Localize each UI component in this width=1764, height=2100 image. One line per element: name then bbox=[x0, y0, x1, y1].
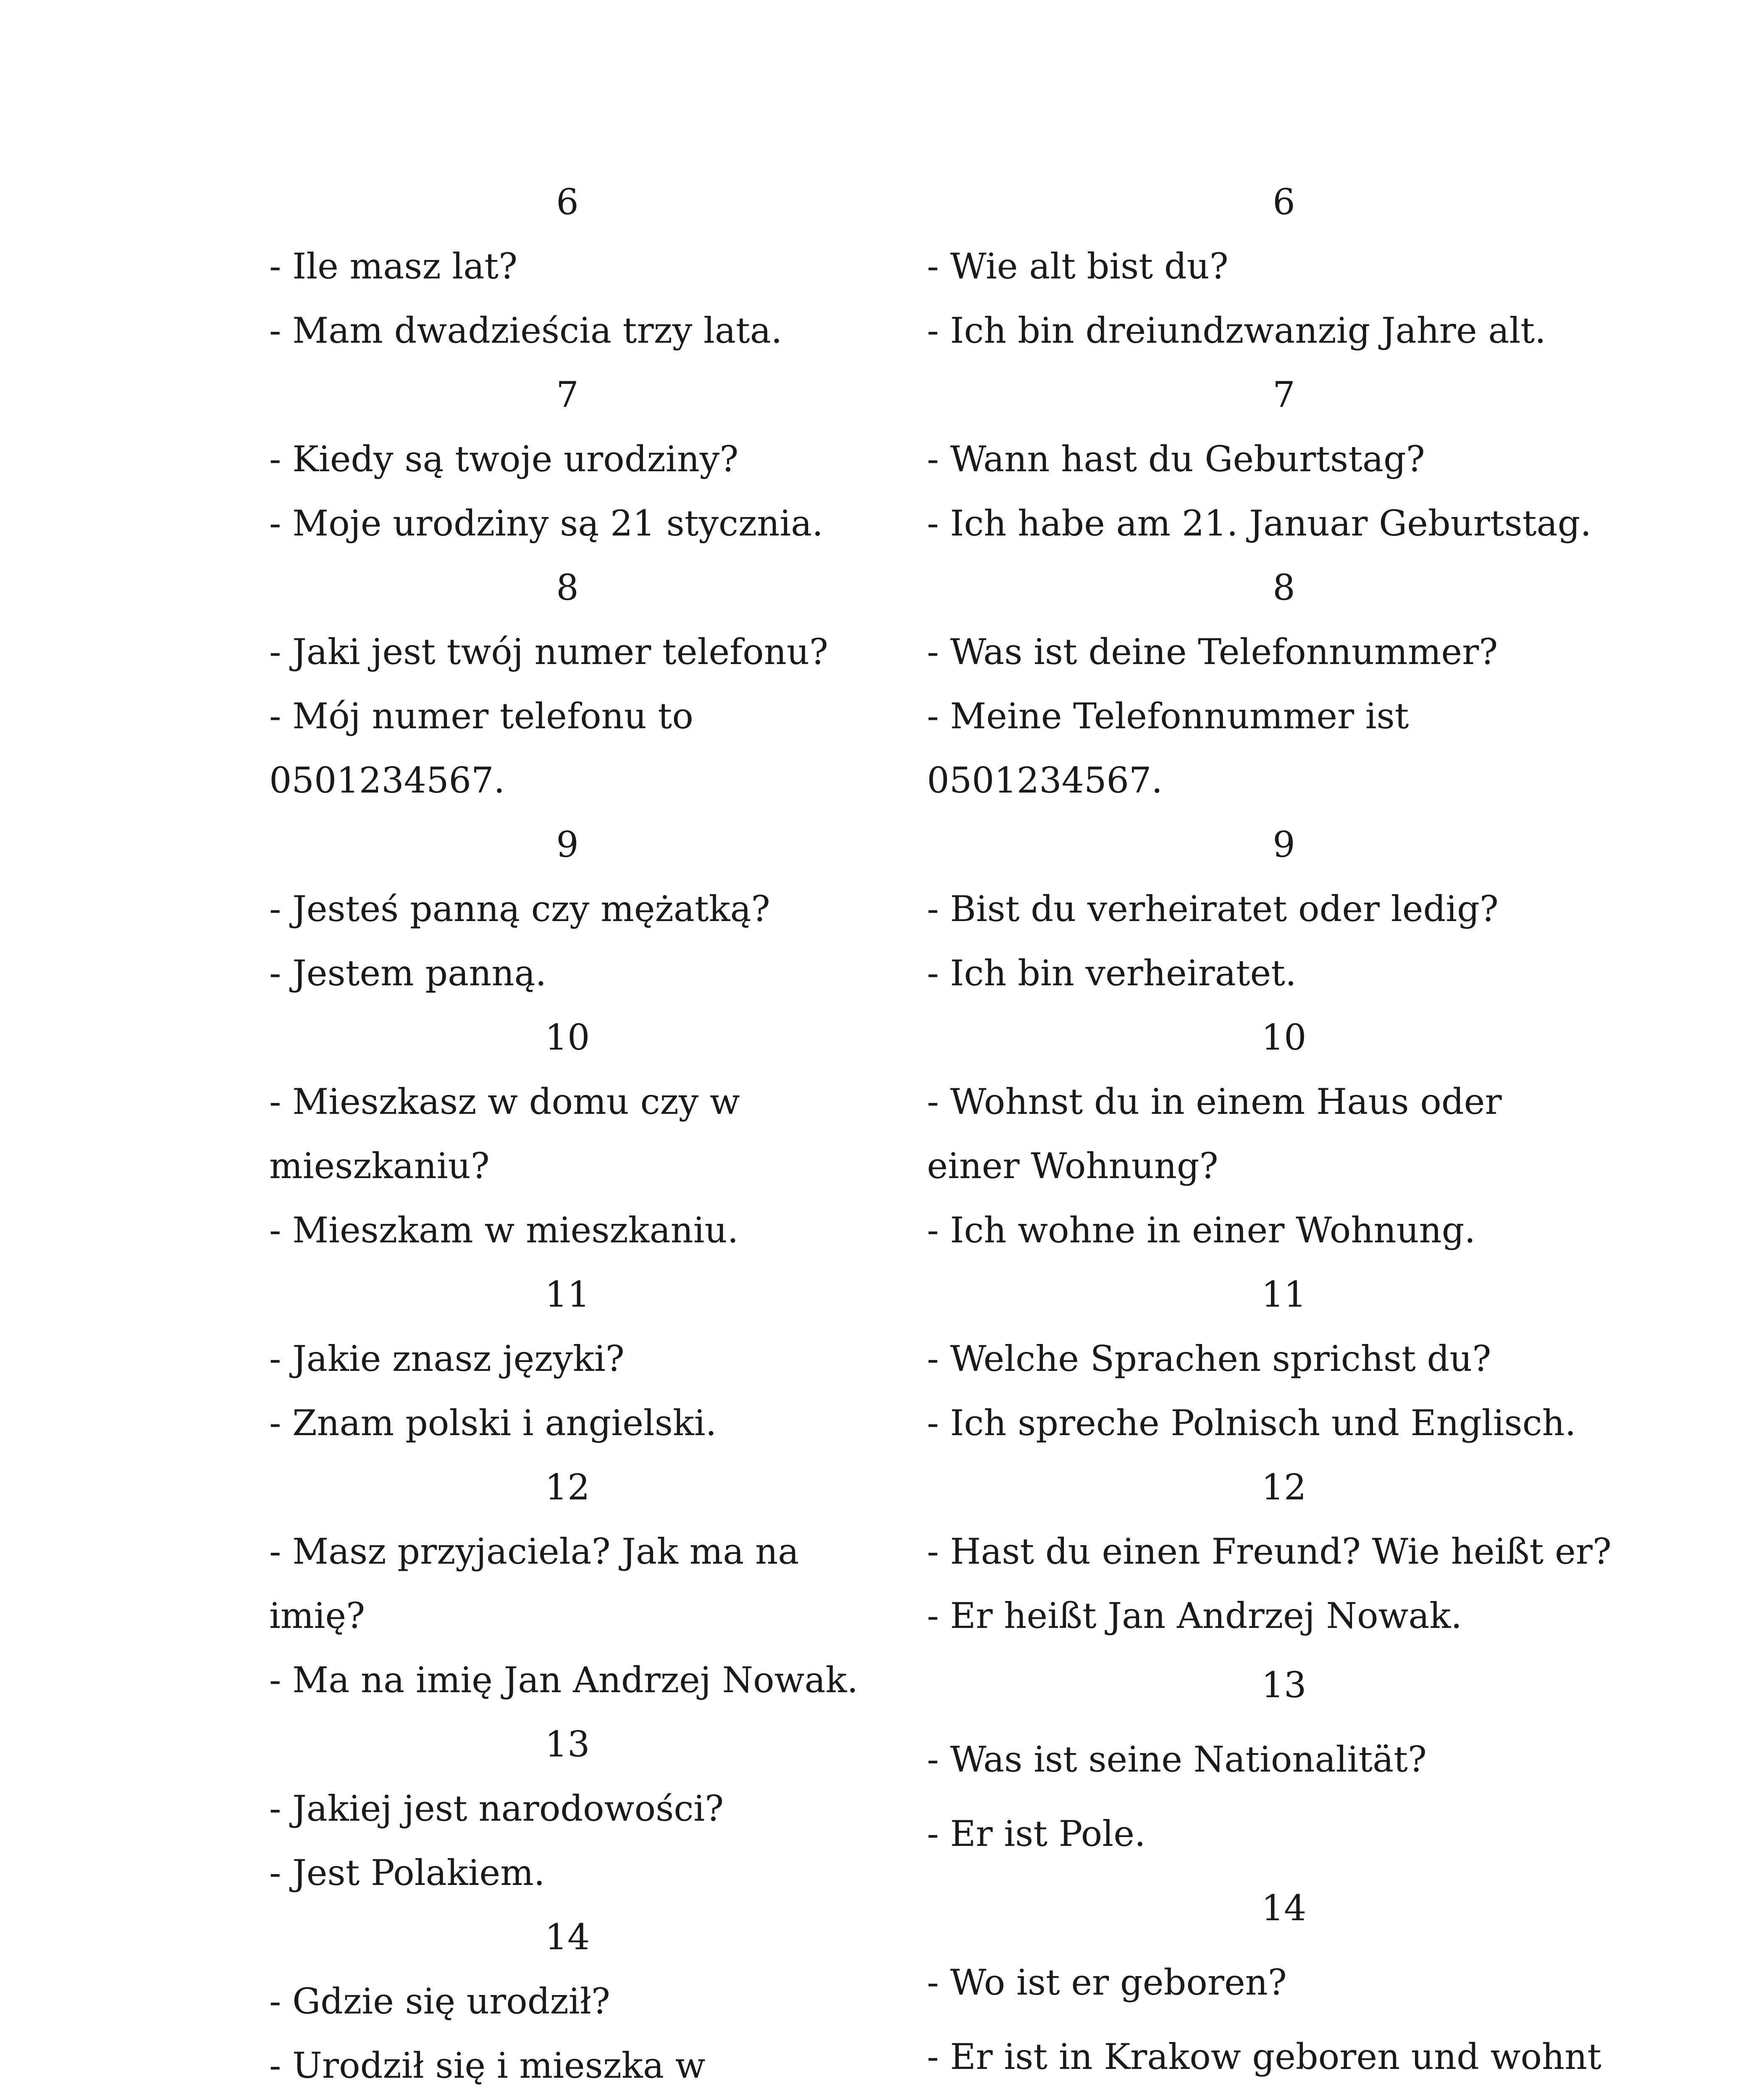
dialogue-block-11 bbox=[927, 1263, 1641, 1455]
dialogue-block-13 bbox=[269, 1712, 866, 1905]
dialogue-line: - Was ist seine Nationalität? bbox=[927, 1739, 1427, 1780]
dialogue-block-8 bbox=[927, 556, 1641, 813]
dialogue-line: - Jakie znasz języki? bbox=[269, 1338, 625, 1379]
dialogue-number: 13 bbox=[545, 1724, 590, 1765]
dialogue-block-7 bbox=[927, 363, 1641, 556]
dialogue-line: - Wann hast du Geburtstag? bbox=[927, 438, 1425, 480]
dialogue-number: 11 bbox=[1261, 1274, 1307, 1315]
dialogue-line: 0501234567. bbox=[269, 760, 505, 801]
dialogue-line: - Ich habe am 21. Januar Geburtstag. bbox=[927, 503, 1592, 544]
dialogue-line: - Jaki jest twój numer telefonu? bbox=[269, 631, 828, 672]
dialogue-block-9 bbox=[269, 813, 866, 1005]
dialogue-line: - Jakiej jest narodowości? bbox=[269, 1788, 724, 1829]
dialogue-line: - Jest Polakiem. bbox=[269, 1852, 545, 1893]
dialogue-line: - Jesteś panną czy mężatką? bbox=[269, 888, 770, 929]
dialogue-block-7 bbox=[269, 363, 866, 556]
dialogue-line: - Wo ist er geboren? bbox=[927, 1962, 1287, 2003]
dialogue-line: mieszkaniu? bbox=[269, 1145, 490, 1186]
dialogue-line: - Wohnst du in einem Haus oder bbox=[927, 1081, 1502, 1122]
dialogue-block-6 bbox=[269, 170, 866, 363]
dialogue-line: - Bist du verheiratet oder ledig? bbox=[927, 888, 1499, 929]
dialogue-number: 8 bbox=[556, 567, 579, 608]
dialogue-block-9 bbox=[927, 813, 1641, 1005]
dialogue-number: 9 bbox=[556, 824, 579, 865]
dialogue-line: - Ich bin verheiratet. bbox=[927, 953, 1297, 994]
dialogue-number: 10 bbox=[1261, 1017, 1307, 1058]
dialogue-block-12 bbox=[269, 1455, 866, 1712]
dialogue-line: - Urodził się i mieszka w bbox=[269, 2045, 706, 2086]
dialogue-number: 14 bbox=[545, 1916, 590, 1958]
dialogue-line: - Jestem panną. bbox=[269, 953, 547, 994]
dialogue-number: 12 bbox=[1261, 1467, 1307, 1508]
dialogue-block-14 bbox=[269, 1905, 866, 2100]
dialogue-block-12 bbox=[927, 1455, 1641, 1648]
dialogue-line: - Kiedy są twoje urodziny? bbox=[269, 438, 739, 480]
dialogue-number: 14 bbox=[1261, 1887, 1307, 1929]
dialogue-number: 6 bbox=[1273, 181, 1295, 223]
polish-column bbox=[269, 170, 866, 2100]
dialogue-line bbox=[927, 2094, 1641, 2100]
dialogue-number: 6 bbox=[556, 181, 579, 223]
dialogue-line bbox=[269, 2098, 866, 2100]
dialogue-line: - Meine Telefonnummer ist bbox=[927, 696, 1409, 737]
dialogue-line: - Hast du einen Freund? Wie heißt er? bbox=[927, 1531, 1612, 1572]
dialogue-number: 8 bbox=[1273, 567, 1295, 608]
dialogue-line: - Znam polski i angielski. bbox=[269, 1402, 717, 1444]
dialogue-block-11 bbox=[269, 1263, 866, 1455]
dialogue-block-14 bbox=[927, 1871, 1641, 2100]
german-column bbox=[927, 170, 1641, 2100]
dialogue-line: - Ich bin dreiundzwanzig Jahre alt. bbox=[927, 310, 1546, 351]
dialogue-line: - Ile masz lat? bbox=[269, 246, 518, 287]
dialogue-block-8 bbox=[269, 556, 866, 813]
dialogue-line: - Ich wohne in einer Wohnung. bbox=[927, 1210, 1476, 1251]
dialogue-line: - Er heißt Jan Andrzej Nowak. bbox=[927, 1595, 1462, 1636]
dialogue-line: - Er ist Pole. bbox=[927, 1813, 1146, 1854]
dialogue-number: 11 bbox=[545, 1274, 590, 1315]
dialogue-line: - Gdzie się urodził? bbox=[269, 1981, 610, 2022]
dialogue-line: - Mam dwadzieścia trzy lata. bbox=[269, 310, 782, 351]
dialogue-number: 10 bbox=[545, 1017, 590, 1058]
dialogue-line: - Moje urodziny są 21 stycznia. bbox=[269, 503, 823, 544]
dialogue-line: - Mieszkasz w domu czy w bbox=[269, 1081, 740, 1122]
dialogue-block-6 bbox=[927, 170, 1641, 363]
dialogue-line: 0501234567. bbox=[927, 760, 1163, 801]
dialogue-line: - Masz przyjaciela? Jak ma na bbox=[269, 1531, 799, 1572]
dialogue-number: 7 bbox=[1273, 374, 1295, 415]
dialogue-line: imię? bbox=[269, 1595, 365, 1636]
dialogue-block-10 bbox=[269, 1005, 866, 1263]
dialogue-line: - Er ist in Krakow geboren und wohnt bbox=[927, 2036, 1602, 2077]
dialogue-line: - Wie alt bist du? bbox=[927, 246, 1228, 287]
dialogue-line: - Ich spreche Polnisch und Englisch. bbox=[927, 1402, 1576, 1444]
dialogue-line: - Welche Sprachen sprichst du? bbox=[927, 1338, 1491, 1379]
dialogue-number: 12 bbox=[545, 1467, 590, 1508]
dialogue-number: 7 bbox=[556, 374, 579, 415]
dialogue-line: - Was ist deine Telefonnummer? bbox=[927, 631, 1498, 672]
dialogue-block-13 bbox=[927, 1648, 1641, 1871]
dialogue-number: 13 bbox=[1261, 1664, 1307, 1706]
dialogue-line: - Mieszkam w mieszkaniu. bbox=[269, 1210, 739, 1251]
dialogue-block-10 bbox=[927, 1005, 1641, 1263]
dialogue-line: - Ma na imię Jan Andrzej Nowak. bbox=[269, 1659, 858, 1701]
dialogue-number: 9 bbox=[1273, 824, 1295, 865]
dialogue-line: einer Wohnung? bbox=[927, 1145, 1218, 1186]
dialogue-line: - Mój numer telefonu to bbox=[269, 696, 693, 737]
